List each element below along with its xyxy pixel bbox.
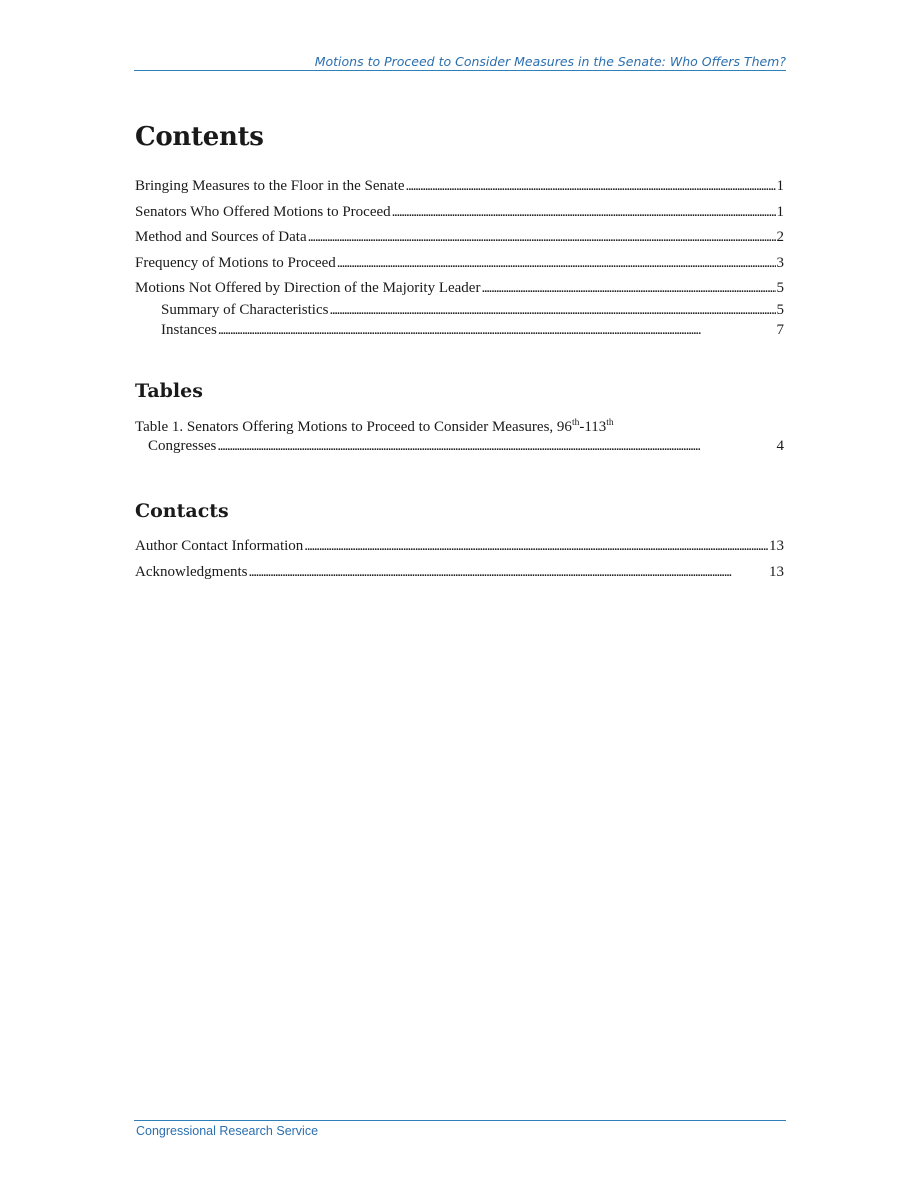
toc-entry-label[interactable]: Bringing Measures to the Floor in the Senate	[135, 178, 405, 194]
toc-subentry[interactable]	[135, 321, 784, 341]
dot-leader	[392, 203, 776, 221]
dot-leader	[337, 254, 776, 272]
running-title: Motions to Proceed to Consider Measures in the Senate: Who Offers Them?	[314, 54, 786, 69]
table-entry-title-part: Table 1. Senators Offering Motions to Proceed to Consider Measures, 96	[135, 419, 572, 435]
toc-entry-page: 13	[769, 538, 784, 554]
toc-entry[interactable]	[135, 203, 784, 228]
contents-heading: Contents	[135, 122, 264, 152]
toc-entry-page: 5	[776, 302, 784, 318]
toc-entry-page: 3	[776, 255, 784, 271]
toc-entry-page: 7	[776, 322, 784, 338]
toc-entry[interactable]	[135, 177, 784, 203]
table-entry-title[interactable]	[135, 418, 784, 437]
dot-leader	[481, 279, 775, 297]
footer-publisher: Congressional Research Service	[136, 1124, 319, 1138]
table-entry-continuation[interactable]	[135, 437, 784, 455]
dot-leader	[406, 177, 776, 195]
tables-heading: Tables	[135, 380, 203, 402]
toc-entry-label[interactable]: Acknowledgments	[135, 564, 248, 580]
toc-entry[interactable]	[135, 537, 784, 563]
toc-entry[interactable]	[135, 254, 784, 279]
page-header	[134, 54, 786, 71]
toc-entry-page: 2	[776, 229, 784, 245]
toc-entry-page: 1	[776, 204, 784, 220]
dot-leader	[329, 301, 775, 319]
contacts-heading: Contacts	[135, 500, 229, 522]
toc-entry[interactable]	[135, 228, 784, 254]
toc-entry-label[interactable]: Method and Sources of Data	[135, 229, 307, 245]
dot-leader	[304, 537, 768, 555]
toc-entry-label[interactable]: Motions Not Offered by Direction of the Majority Leader	[135, 280, 481, 296]
toc-entry-page: 13	[769, 564, 784, 580]
table-of-tables-entry[interactable]	[135, 418, 784, 455]
dot-leader	[217, 437, 775, 455]
dot-leader	[248, 563, 768, 581]
toc-entry-label[interactable]: Summary of Characteristics	[161, 302, 329, 318]
toc-entry[interactable]	[135, 279, 784, 301]
toc-entry-page: 1	[776, 178, 784, 194]
superscript: th	[571, 418, 580, 428]
toc-entry-page: 5	[776, 280, 784, 296]
dot-leader	[308, 228, 776, 246]
dot-leader	[218, 321, 776, 339]
table-entry-title-continued[interactable]: Congresses	[148, 438, 217, 454]
toc-entry-label[interactable]: Senators Who Offered Motions to Proceed	[135, 204, 391, 220]
table-entry-page: 4	[776, 438, 784, 454]
toc-entry-label[interactable]: Author Contact Information	[135, 538, 304, 554]
toc-entry[interactable]	[135, 563, 784, 588]
toc-subentry[interactable]	[135, 301, 784, 321]
table-entry-title-part: -113	[579, 419, 607, 435]
contents-list	[135, 177, 784, 341]
contacts-list	[135, 537, 784, 588]
superscript: th	[606, 418, 614, 428]
page-footer	[134, 1120, 786, 1138]
toc-entry-label[interactable]: Instances	[161, 322, 217, 338]
toc-entry-label[interactable]: Frequency of Motions to Proceed	[135, 255, 336, 271]
